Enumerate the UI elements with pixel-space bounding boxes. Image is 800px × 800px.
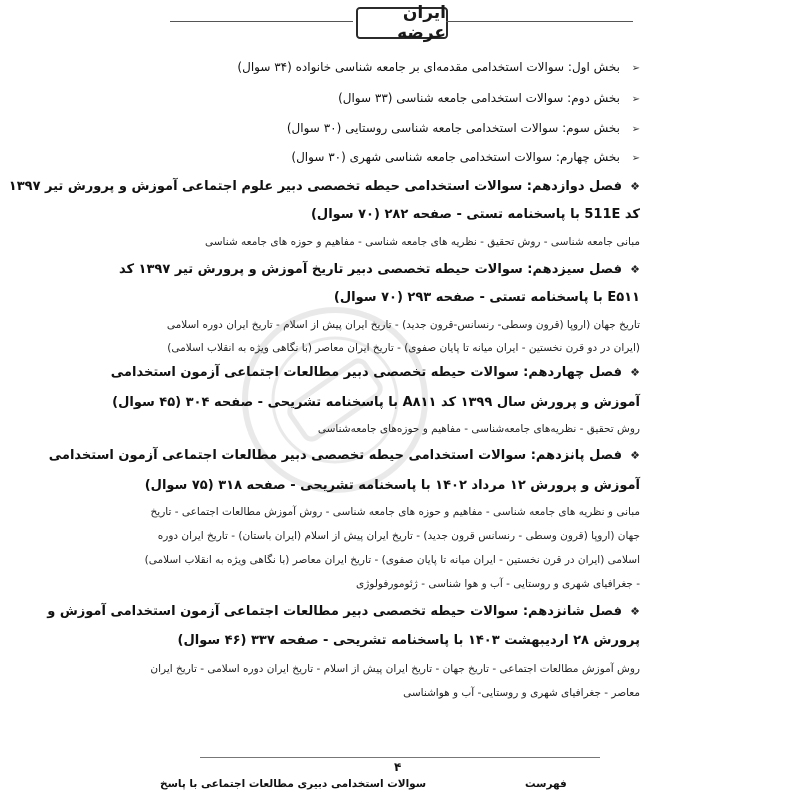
- header-rule-right: [446, 21, 633, 22]
- toc-chapter-topics: - جغرافیای شهری و روستایی - آب و هوا شناسی - ژئومورفولوژی: [355, 578, 640, 590]
- toc-chapter-topics: اسلامی (ایران در قرن نخستین - ایران میانه تا پایان صفوی) - تاریخ ایران معاصر (با نگاهی ویژه به انقلاب اسلامی): [144, 554, 640, 566]
- toc-chapter-topics: مبانی جامعه شناسی - روش تحقیق - نظریه های جامعه شناسی - مفاهیم و حوزه های جامعه شناسی: [204, 236, 640, 248]
- toc-chapter-title-cont[interactable]: کد 511E با پاسخنامه تستی - صفحه ۲۸۲ (۷۰ سوال): [310, 207, 640, 222]
- diamond-bullet-icon: ❖: [630, 263, 640, 276]
- toc-chapter-title-cont[interactable]: E۵۱۱ با پاسخنامه تستی - صفحه ۲۹۳ (۷۰ سوال): [333, 290, 640, 305]
- toc-chapter-title[interactable]: ❖فصل پانزدهم: سوالات استخدامی حیطه تخصصی دبیر مطالعات اجتماعی آزمون استخدامی: [48, 448, 640, 463]
- diamond-bullet-icon: ❖: [630, 605, 640, 618]
- diamond-bullet-icon: ❖: [630, 366, 640, 379]
- publisher-logo: ایران عرضه: [356, 7, 448, 39]
- toc-chapter-topics: معاصر - جغرافیای شهری و روستایی- آب و هواشناسی: [403, 687, 640, 699]
- arrow-bullet-icon: ➢: [631, 153, 640, 164]
- book-title: سوالات استخدامی دبیری مطالعات اجتماعی با پاسخ: [160, 778, 427, 790]
- toc-chapter-title[interactable]: ❖فصل سیزدهم: سوالات حیطه تخصصی دبیر تاریخ آموزش و پرورش تیر ۱۳۹۷ کد: [118, 262, 640, 277]
- arrow-bullet-icon: ➢: [631, 124, 640, 135]
- toc-chapter-topics: روش تحقیق - نظریه‌های جامعه‌شناسی - مفاهیم و حوزه‌های جامعه‌شناسی: [317, 423, 640, 435]
- toc-chapter-topics: (ایران در دو قرن نخستین - ایران میانه تا پایان صفوی) - تاریخ ایران معاصر (با نگاهی ویژه به انقلاب اسلامی): [167, 342, 640, 354]
- toc-chapter-title[interactable]: ❖فصل شانزدهم: سوالات حیطه تخصصی دبیر مطالعات اجتماعی آزمون استخدامی آموزش و: [47, 604, 640, 619]
- toc-chapter-title[interactable]: ❖فصل چهاردهم: سوالات حیطه تخصصی دبیر مطالعات اجتماعی آزمون استخدامی: [110, 365, 640, 380]
- toc-chapter-topics: مبانی و نظریه های جامعه شناسی - مفاهیم و حوزه های جامعه شناسی - روش آموزش مطالعات اجتماعی - تاریخ: [150, 506, 640, 518]
- toc-chapter-title-cont[interactable]: آموزش و پرورش سال ۱۳۹۹ کد A۸۱۱ با پاسخنامه تشریحی - صفحه ۳۰۴ (۴۵ سوال): [112, 395, 640, 410]
- arrow-bullet-icon: ➢: [631, 94, 640, 105]
- toc-chapter-topics: تاریخ جهان (اروپا (قرون وسطی- رنسانس-قرون جدید) - تاریخ ایران پیش از اسلام - تاریخ ایران دوره اسلامی: [166, 319, 640, 331]
- diamond-bullet-icon: ❖: [630, 180, 640, 193]
- toc-chapter-title-cont[interactable]: پرورش ۲۸ اردیبهشت ۱۴۰۳ با پاسخنامه تشریحی - صفحه ۳۳۷ (۴۶ سوال): [177, 633, 640, 648]
- toc-chapter-title[interactable]: ❖فصل دوازدهم: سوالات استخدامی حیطه تخصصی دبیر علوم اجتماعی آموزش و پرورش تیر ۱۳۹۷: [8, 179, 640, 194]
- toc-chapter-topics: جهان (اروپا (قرون وسطی - رنسانس قرون جدید) - تاریخ ایران پیش از اسلام (ایران باستان) - تاریخ ایران دوره: [157, 530, 640, 542]
- toc-chapter-topics: روش آموزش مطالعات اجتماعی - تاریخ جهان - تاریخ ایران پیش از اسلام - تاریخ ایران دوره اسلامی - تاریخ ایران: [150, 663, 640, 675]
- diamond-bullet-icon: ❖: [630, 449, 640, 462]
- toc-section-item[interactable]: ➢بخش اول: سوالات استخدامی مقدمه‌ای بر جامعه شناسی خانواده (۳۴ سوال): [237, 60, 640, 74]
- footer-rule: [200, 757, 600, 758]
- toc-chapter-title-cont[interactable]: آموزش و پرورش ۱۲ مرداد ۱۴۰۲ با پاسخنامه تشریحی - صفحه ۳۱۸ (۷۵ سوال): [144, 478, 640, 493]
- page-number: ۴: [394, 760, 402, 774]
- section-label: فهرست: [525, 778, 567, 790]
- toc-section-item[interactable]: ➢بخش دوم: سوالات استخدامی جامعه شناسی (۳۳ سوال): [338, 91, 640, 105]
- toc-section-item[interactable]: ➢بخش سوم: سوالات استخدامی جامعه شناسی روستایی (۳۰ سوال): [286, 121, 640, 135]
- header-rule-left: [170, 21, 353, 22]
- arrow-bullet-icon: ➢: [631, 63, 640, 74]
- toc-section-item[interactable]: ➢بخش چهارم: سوالات استخدامی جامعه شناسی شهری (۳۰ سوال): [291, 150, 640, 164]
